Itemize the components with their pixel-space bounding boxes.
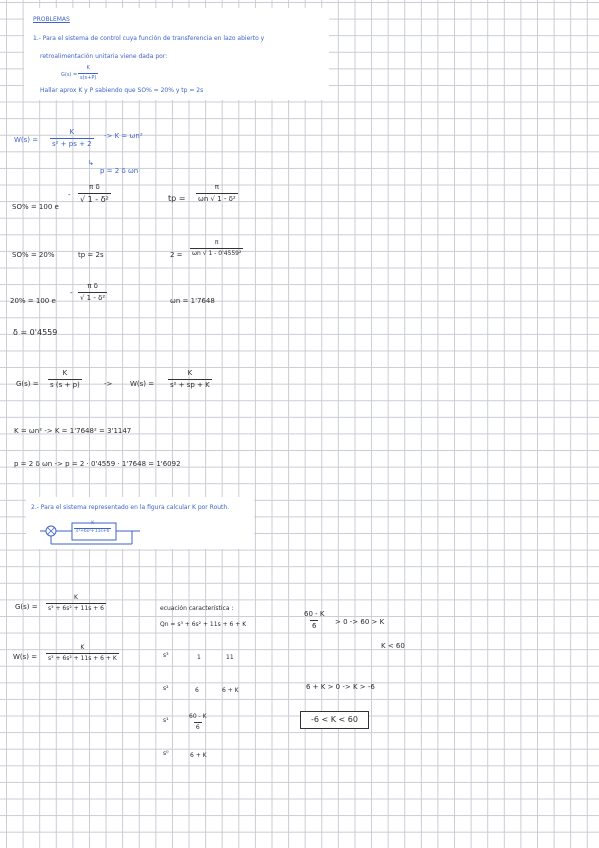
fraction-denominator: s(s+P)	[80, 75, 97, 81]
fraction-numerator: K	[91, 521, 95, 526]
fraction-denominator: ωn √ 1 - 0'4559²	[192, 250, 242, 257]
fraction-denominator: s³+6s²+11s+6	[76, 528, 110, 534]
fraction-numerator: K	[62, 369, 68, 377]
fraction-numerator: π	[214, 183, 219, 191]
routh-row-s2-label: s²	[163, 685, 169, 692]
fraction-numerator: 60 - K	[189, 713, 207, 720]
two-eq-fraction	[190, 240, 243, 257]
routh-row-s2-a: 6	[195, 687, 199, 694]
routh-row-s2-b: 6 + K	[222, 687, 239, 694]
problem2-line: 2.- Para el sistema representado en la figura calcular K por Routh.	[31, 504, 230, 511]
problem1-gs-lhs: G(s) =	[61, 72, 78, 78]
problem1-line1: 1.- Para el sistema de control cuya función de transferencia en lazo abierto y	[33, 35, 265, 42]
fraction-denominator: s³ + 6s² + 11s + 6 + K	[48, 655, 117, 662]
so2-formula-lhs: 20% = 100 e	[10, 297, 56, 305]
fraction-numerator: K	[187, 369, 193, 377]
tp-fraction	[196, 184, 238, 203]
routh-row-s3-label: s³	[163, 652, 169, 659]
g-fraction	[46, 595, 106, 612]
fraction-numerator: π δ	[87, 282, 98, 290]
fraction-numerator: π δ	[89, 183, 100, 191]
w-fraction-2	[46, 645, 119, 662]
w2-fraction	[168, 370, 212, 389]
w-lhs-2: W(s) =	[13, 653, 38, 661]
g2-lhs: G(s) =	[16, 380, 39, 388]
block-transfer-fraction	[74, 522, 111, 534]
so-exp-minus: -	[68, 191, 71, 199]
two-eq-lhs: 2 =	[170, 251, 183, 259]
routh-row-s3-b: 11	[226, 654, 234, 661]
p-result-line: p = 2 δ ωn -> p = 2 · 0'4559 · 1'7648 = 1'6092	[14, 460, 181, 468]
fraction-numerator: K	[80, 644, 85, 651]
tp-formula-lhs: tp =	[168, 194, 186, 203]
so-exponent-fraction	[78, 184, 111, 204]
fraction-denominator: √ 1 - δ²	[80, 294, 106, 302]
fraction-numerator: 60 - K	[304, 610, 325, 618]
p-relation: p = 2 δ ωn	[100, 167, 139, 175]
so2-exp-minus: -	[70, 289, 73, 297]
problem-heading: PROBLEMAS	[33, 16, 70, 23]
fraction-numerator: K	[69, 128, 75, 136]
g2-fraction	[48, 370, 82, 389]
char-eq: Qn = s³ + 6s² + 11s + 6 + K	[160, 621, 247, 628]
g-lhs: G(s) =	[15, 603, 38, 611]
given-so: SO% = 20%	[12, 251, 55, 259]
routh-row-s0-a: 6 + K	[190, 752, 207, 759]
condition1-rest: > 0 -> 60 > K	[335, 618, 385, 626]
routh-row-s3-a: 1	[197, 654, 201, 661]
fraction-numerator: K	[74, 594, 78, 601]
w2-lhs: W(s) =	[130, 380, 155, 388]
fraction-denominator: ωn √ 1 - δ²	[198, 195, 236, 203]
wn-value: ωn = 1'7648	[170, 297, 215, 305]
fraction-denominator: 6	[195, 724, 200, 731]
condition2: 6 + K > 0 -> K > -6	[306, 683, 375, 691]
fraction-denominator: s² + ps + 2	[52, 140, 92, 148]
delta-value: δ = 0'4559	[13, 328, 58, 337]
fraction-numerator: K	[86, 65, 90, 71]
char-eq-title: ecuación característica :	[160, 605, 234, 612]
so-formula-lhs: SO% = 100 e	[12, 203, 59, 211]
problem1-line3: Hallar aprox K y P sabiendo que SO% = 20% y tp = 2s	[40, 87, 204, 94]
condition1-result: K < 60	[381, 642, 405, 650]
w-arrow-k: -> K = ωn²	[104, 132, 143, 140]
fraction-denominator: s (s + p)	[50, 381, 80, 389]
g2-arrow: ->	[104, 380, 113, 388]
hook-arrow: ↳	[88, 159, 94, 167]
so2-exponent-fraction	[78, 283, 107, 302]
fraction-denominator: s³ + 6s² + 11s + 6	[48, 605, 104, 612]
routh-row-s1-fraction	[187, 714, 209, 731]
w-lhs: W(s) =	[14, 136, 39, 144]
problem1-line2: retroalimentación unitaria viene dada por:	[40, 53, 168, 60]
routh-row-s1-label: s¹	[163, 717, 169, 724]
final-result-box: -6 < K < 60	[300, 711, 369, 729]
fraction-numerator: π	[214, 239, 219, 246]
fraction-denominator: 6	[312, 622, 317, 630]
fraction-denominator: √ 1 - δ²	[80, 195, 109, 204]
condition1-fraction	[302, 611, 326, 630]
given-tp: tp = 2s	[78, 251, 104, 259]
routh-row-s0-label: s⁰	[163, 750, 169, 757]
k-result-line: K = ωn² -> K = 1'7648² = 3'1147	[14, 427, 132, 435]
fraction-denominator: s² + sp + K	[170, 381, 210, 389]
w-fraction	[50, 129, 94, 148]
problem1-gs-fraction	[78, 66, 98, 81]
